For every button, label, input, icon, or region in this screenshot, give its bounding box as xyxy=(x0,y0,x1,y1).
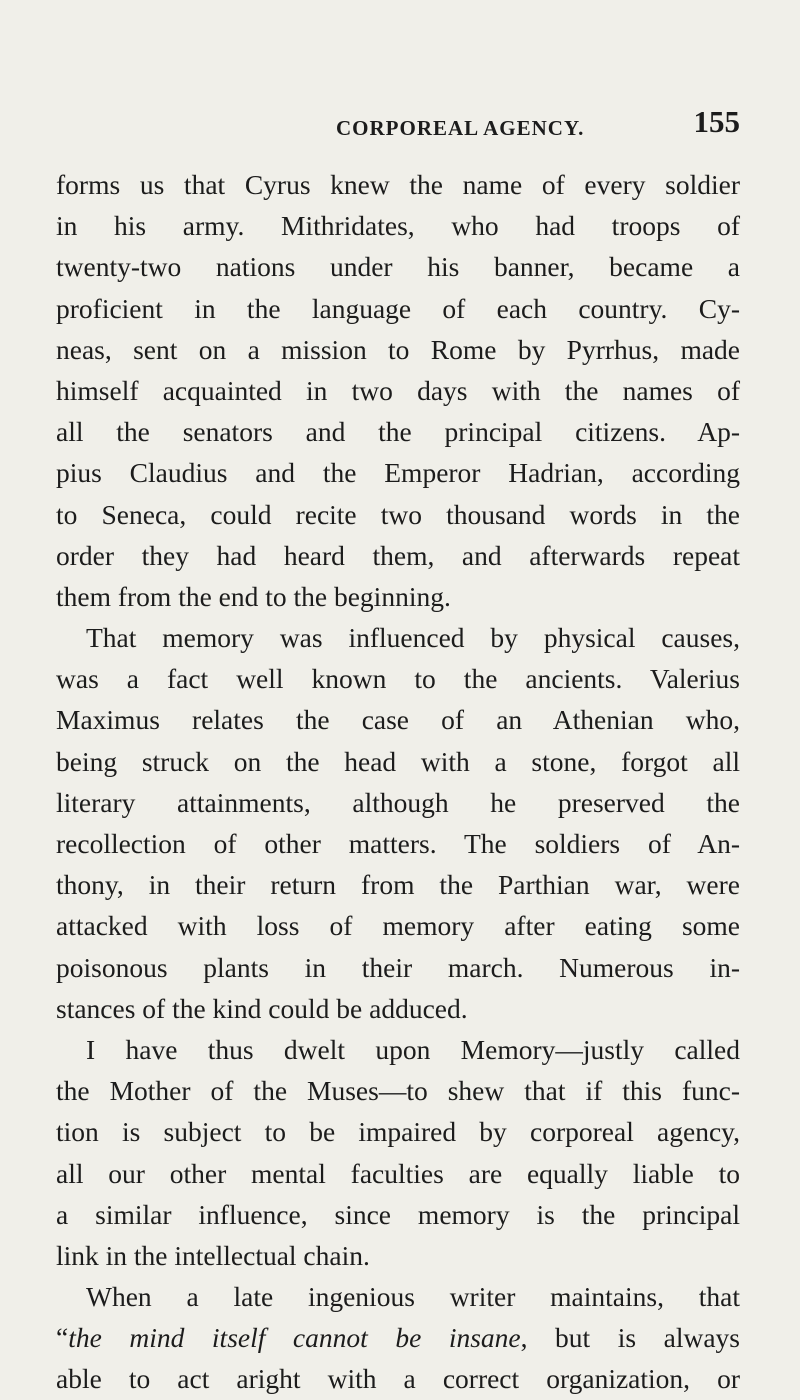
text-line: himself acquainted in two days with the names of xyxy=(56,374,740,406)
text-line: neas, sent on a mission to Rome by Pyrrhus, made xyxy=(56,333,740,365)
text-line: being struck on the head with a stone, forgot all xyxy=(56,745,740,777)
text-line: thony, in their return from the Parthian war, were xyxy=(56,869,740,901)
text-line: all the senators and the principal citizens. Ap- xyxy=(56,416,740,448)
text-line: poisonous plants in their march. Numerous in- xyxy=(56,951,740,983)
text-line: to Seneca, could recite two thousand words in the xyxy=(56,498,740,530)
paragraph-start-line: That memory was influenced by physical causes, xyxy=(86,622,740,654)
text-line: attacked with loss of memory after eating some xyxy=(56,910,740,942)
text-line: Maximus relates the case of an Athenian who, xyxy=(56,704,740,736)
text-line: tion is subject to be impaired by corporeal agency, xyxy=(56,1116,740,1148)
text-line: was a fact well known to the ancients. Valerius xyxy=(56,663,740,695)
paragraph-start-line: When a late ingenious writer maintains, that xyxy=(86,1281,740,1313)
text-line: able to act aright with a correct organization, or xyxy=(56,1363,740,1395)
quote-rest: , but is always xyxy=(520,1322,740,1354)
text-line: order they had heard them, and afterwards repeat xyxy=(56,539,740,571)
text-line: stances of the kind could be adduced. xyxy=(56,992,468,1024)
running-head xyxy=(56,104,740,144)
text-line-with-quote xyxy=(56,1317,740,1358)
text-line: proficient in the language of each country. Cy- xyxy=(56,292,740,324)
paragraph-start-line: I have thus dwelt upon Memory—justly called xyxy=(86,1033,740,1065)
text-line: forms us that Cyrus knew the name of every soldier xyxy=(56,169,740,200)
text-line: them from the end to the beginning. xyxy=(56,580,451,612)
text-line: a similar influence, since memory is the principal xyxy=(56,1198,740,1230)
text-line: pius Claudius and the Emperor Hadrian, according xyxy=(56,457,740,489)
text-line: recollection of other matters. The soldiers of An- xyxy=(56,828,740,859)
text-line: link in the intellectual chain. xyxy=(56,1239,370,1271)
page-number: 155 xyxy=(693,104,740,139)
text-line: the Mother of the Muses—to shew that if this func- xyxy=(56,1075,740,1107)
text-line: all our other mental faculties are equally liable to xyxy=(56,1157,740,1189)
text-line: in his army. Mithridates, who had troops of xyxy=(56,210,740,242)
running-title: CORPOREAL AGENCY. xyxy=(336,116,585,140)
body-text xyxy=(56,164,740,1400)
text-line: literary attainments, although he preserved the xyxy=(56,786,740,818)
quote-open: “ xyxy=(56,1322,69,1354)
text-line: twenty-two nations under his banner, became a xyxy=(56,251,740,283)
italic-quote: the mind itself cannot be insane xyxy=(68,1322,521,1354)
